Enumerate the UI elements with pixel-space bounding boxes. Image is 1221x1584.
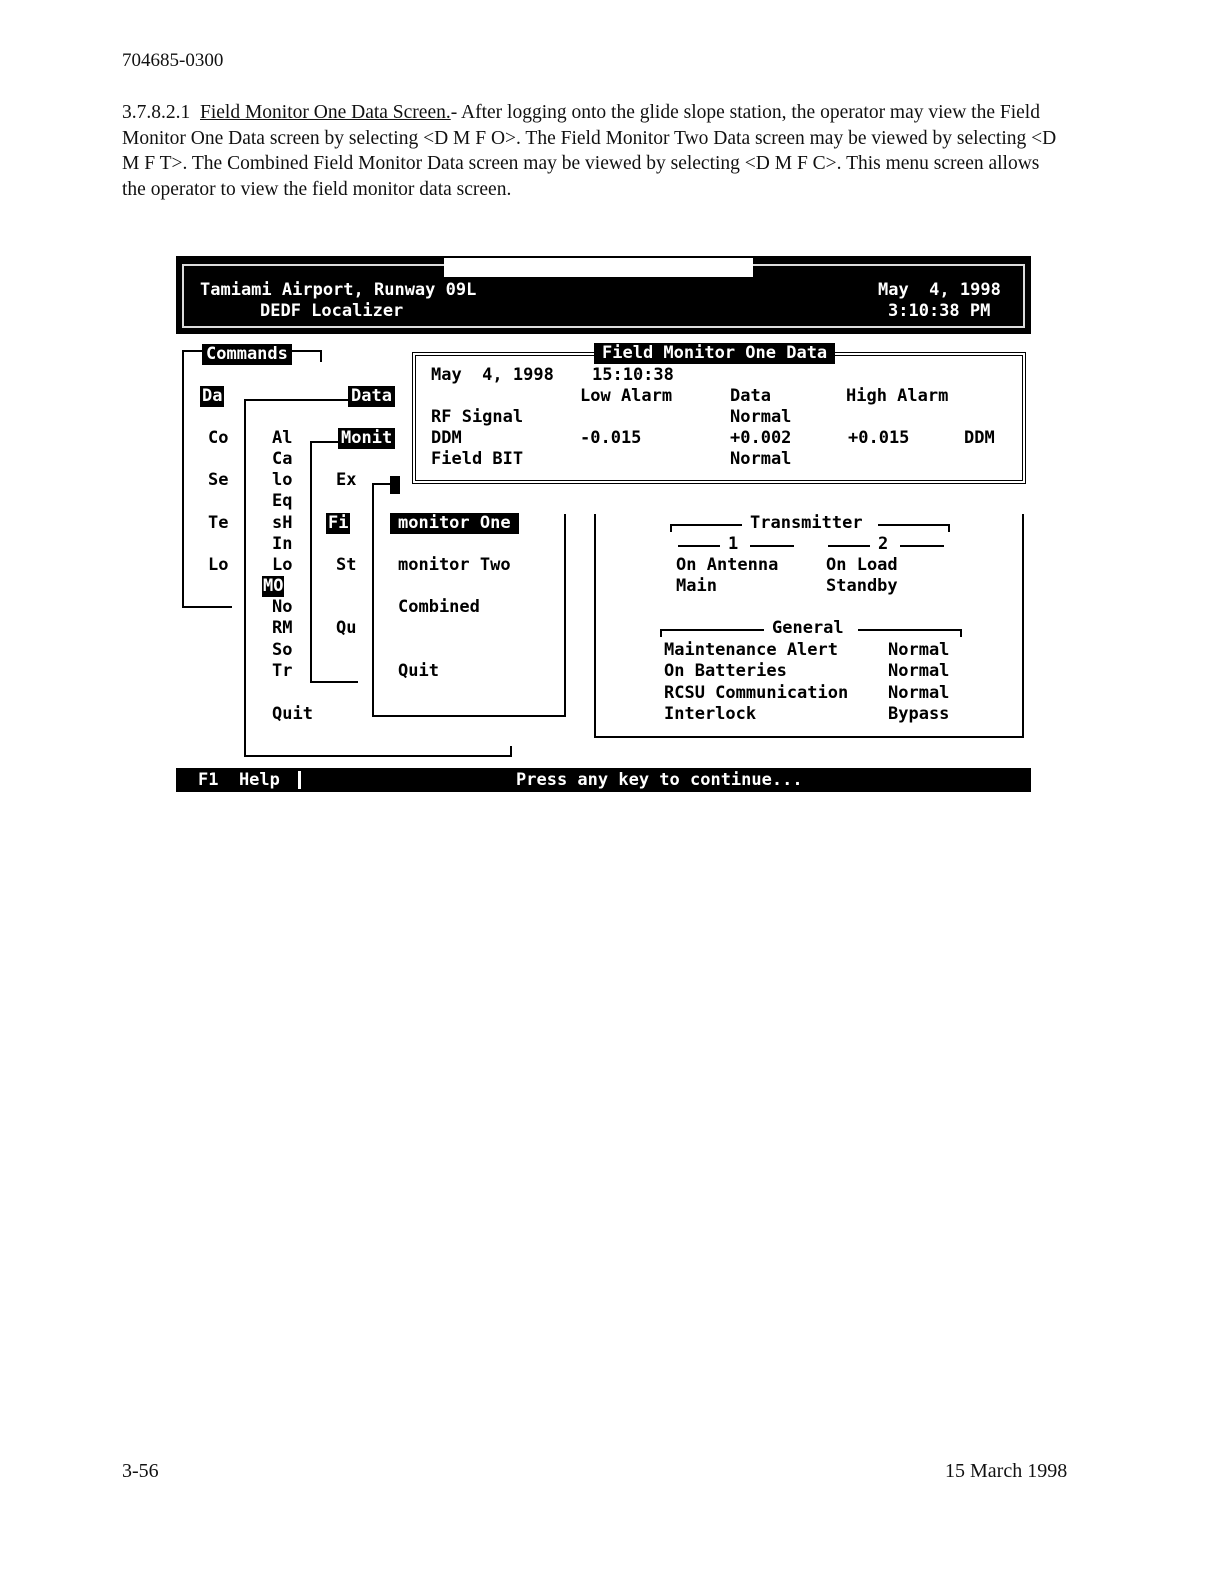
help-key[interactable]: F1 Help — [198, 770, 280, 790]
command-item-test[interactable]: Te — [208, 513, 229, 533]
field-menu-top-border — [372, 483, 392, 485]
header-time: 3:10:38 PM — [888, 301, 991, 321]
station-label: DEDF Localizer — [260, 301, 404, 321]
data-menu-item[interactable]: Al — [272, 428, 293, 448]
commands-bottom-border — [182, 606, 232, 608]
field-menu-cursor — [390, 476, 400, 494]
data-menu-item[interactable]: In — [272, 534, 293, 554]
commands-tab-edge — [320, 350, 322, 362]
data-menu-item[interactable]: Lo — [272, 555, 293, 575]
transmitter-rule-right — [878, 524, 950, 526]
monitor-menu-title: Monit — [338, 428, 395, 449]
low-alarm-header: Low Alarm — [580, 386, 673, 406]
transmitter-2-header: 2 — [878, 534, 889, 554]
transmitter-title: Transmitter — [750, 513, 863, 533]
monitor-menu-item-quit[interactable]: Qu — [336, 618, 357, 638]
document-number: 704685-0300 — [122, 50, 224, 71]
transmitter-corner-left — [670, 524, 672, 532]
section-number: 3.7.8.2.1 — [122, 102, 191, 123]
data-menu-quit[interactable]: Quit — [272, 704, 313, 724]
status-bar — [176, 768, 1031, 792]
data-menu-title: Data — [348, 386, 395, 407]
general-value-rcsu: Normal — [888, 683, 950, 703]
tx2-antenna-status: On Load — [826, 555, 898, 575]
tx1-role: Main — [676, 576, 717, 596]
command-item-security[interactable]: Se — [208, 470, 229, 490]
general-label-rcsu: RCSU Communication — [664, 683, 849, 703]
general-label-interlock: Interlock — [664, 704, 757, 724]
tx2-rule-left — [828, 545, 870, 547]
monitor-menu-item-status[interactable]: St — [336, 555, 357, 575]
page-number: 3-56 — [122, 1460, 159, 1482]
field-menu-item-two[interactable]: monitor Two — [398, 555, 511, 575]
general-label-maintenance: Maintenance Alert — [664, 640, 838, 660]
data-menu-corner — [510, 746, 512, 757]
general-rule-left — [660, 629, 764, 631]
data-menu-item[interactable]: lo — [272, 470, 293, 490]
tx2-rule-right — [900, 545, 944, 547]
section-paragraph — [122, 100, 1062, 202]
help-separator — [298, 771, 301, 789]
transmitter-corner-right — [948, 524, 950, 532]
general-value-maintenance: Normal — [888, 640, 950, 660]
header-date: May 4, 1998 — [878, 280, 1001, 300]
section-body: - After logging onto the glide slope station, the operator may view the Field Monitor One Data screen by selecting <D M F O>. The Field Monitor Two Data screen may be viewed by selecting <D M F T>. The Combined Field Monitor Data screen may be viewed by selecting <D M F C>. This menu screen allows the operator to view the field monitor data screen. — [122, 102, 1057, 200]
app-title: WILCOX Mark 20A ILS EMULATION — [444, 258, 753, 277]
data-menu-top-border — [244, 399, 348, 401]
monitor-menu-item-exit[interactable]: Ex — [336, 470, 357, 490]
general-rule-right — [858, 629, 962, 631]
data-menu-left-border — [244, 399, 246, 757]
status-panel-left-border — [594, 514, 596, 738]
row-unit-ddm: DDM — [964, 428, 995, 448]
transmitter-rule-left — [670, 524, 742, 526]
revision-date: 15 March 1998 — [945, 1460, 1068, 1482]
data-menu-bottom-border — [244, 755, 512, 757]
tx1-rule-left — [678, 545, 720, 547]
general-title: General — [772, 618, 844, 638]
general-label-batteries: On Batteries — [664, 661, 787, 681]
commands-title: Commands — [202, 344, 292, 365]
command-item-configuration[interactable]: Co — [208, 428, 229, 448]
data-menu-item[interactable]: Tr — [272, 661, 293, 681]
general-corner-left — [660, 629, 662, 637]
field-monitor-title: Field Monitor One Data — [594, 343, 835, 364]
monitor-menu-item-field[interactable]: Fi — [328, 513, 349, 533]
command-item-logout[interactable]: Lo — [208, 555, 229, 575]
continue-prompt: Press any key to continue... — [516, 770, 803, 790]
field-menu-right-border — [564, 514, 566, 717]
row-label-ddm: DDM — [431, 428, 462, 448]
tx1-rule-right — [750, 545, 794, 547]
general-value-interlock: Bypass — [888, 704, 950, 724]
data-menu-item[interactable]: RM — [272, 618, 293, 638]
tx2-role: Standby — [826, 576, 898, 596]
row-label-rf-signal: RF Signal — [431, 407, 524, 427]
row-data-rf-signal: Normal — [730, 407, 792, 427]
row-high-ddm: +0.015 — [848, 428, 910, 448]
transmitter-1-header: 1 — [728, 534, 739, 554]
monitor-menu-bottom-border — [310, 681, 358, 683]
header-bar — [176, 256, 1031, 334]
field-menu-left-border — [372, 483, 374, 717]
command-item-data[interactable]: Da — [202, 386, 223, 406]
field-monitor-time: 15:10:38 — [592, 365, 674, 385]
section-heading: Field Monitor One Data Screen. — [200, 102, 451, 123]
field-menu-bottom-border — [372, 715, 566, 717]
data-menu-item[interactable]: sH — [272, 513, 293, 533]
terminal-screenshot — [176, 256, 1031, 792]
general-value-batteries: Normal — [888, 661, 950, 681]
row-data-ddm: +0.002 — [730, 428, 792, 448]
row-low-ddm: -0.015 — [580, 428, 642, 448]
commands-left-border — [182, 350, 184, 608]
monitor-menu-top-border — [310, 441, 338, 443]
data-header: Data — [730, 386, 771, 406]
tx1-antenna-status: On Antenna — [676, 555, 779, 575]
data-menu-item[interactable]: No — [272, 597, 293, 617]
row-label-field-bit: Field BIT — [431, 449, 524, 469]
high-alarm-header: High Alarm — [846, 386, 949, 406]
field-menu-item-one[interactable]: monitor One — [390, 513, 519, 534]
data-menu-item-monitor[interactable]: MO — [263, 576, 284, 596]
monitor-menu-left-border — [310, 441, 312, 683]
data-menu-item[interactable]: Eq — [272, 491, 293, 511]
field-menu-quit[interactable]: Quit — [398, 661, 439, 681]
data-menu-item[interactable]: Ca — [272, 449, 293, 469]
data-menu-item[interactable]: So — [272, 640, 293, 660]
row-data-field-bit: Normal — [730, 449, 792, 469]
status-panel-right-border — [1022, 514, 1024, 738]
status-panel-bottom-border — [594, 736, 1024, 738]
general-corner-right — [960, 629, 962, 637]
field-monitor-date: May 4, 1998 — [431, 365, 554, 385]
field-menu-item-combined[interactable]: Combined — [398, 597, 480, 617]
location-label: Tamiami Airport, Runway 09L — [200, 280, 477, 300]
